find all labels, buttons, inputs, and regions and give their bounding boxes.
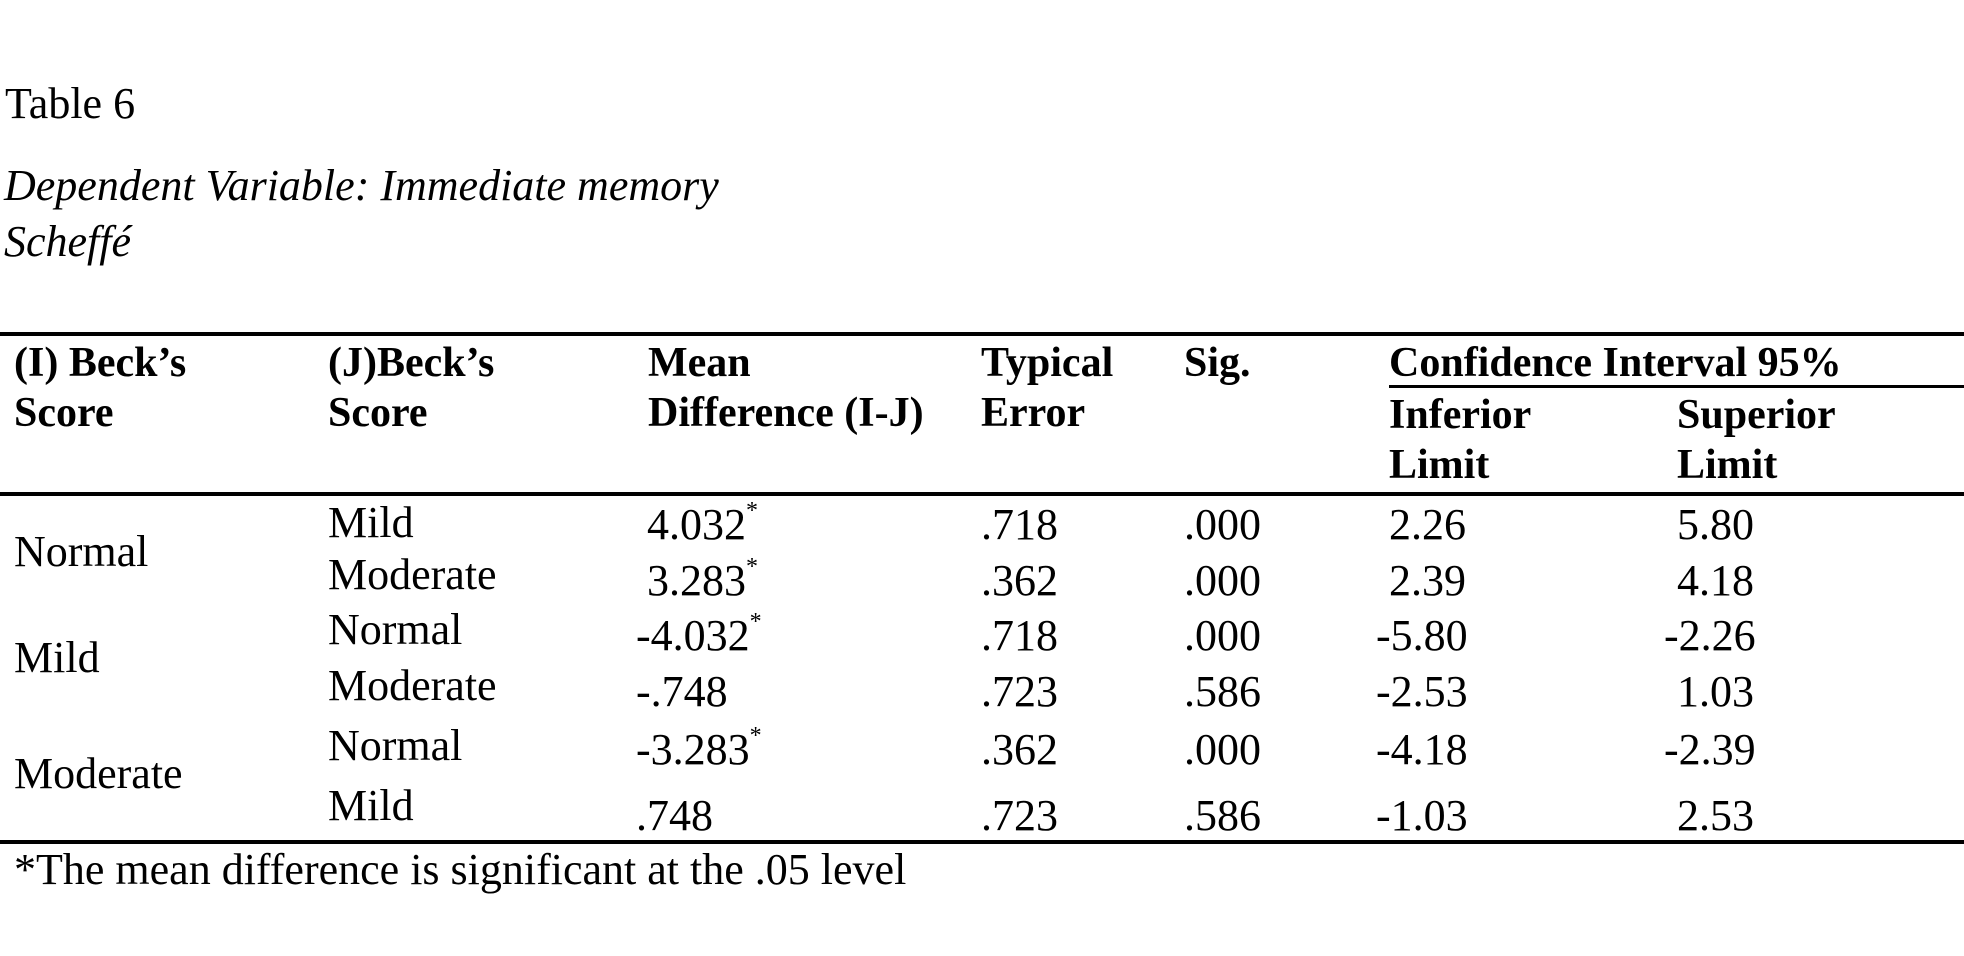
- header-sig: Sig.: [1184, 340, 1251, 386]
- header-inferior-limit: [1389, 390, 1531, 490]
- upper-limit-cell: 4.18: [1677, 556, 1754, 605]
- header-j-score: [328, 338, 494, 438]
- typical-error-cell: .723: [981, 791, 1058, 840]
- method-caption: Scheffé: [4, 217, 132, 266]
- header-i-score-line1: (I) Beck’s: [14, 340, 187, 386]
- j-score-cell: Normal: [328, 721, 463, 770]
- table-top-rule: [0, 332, 1964, 336]
- mean-difference-cell: [636, 791, 713, 840]
- sig-cell: .000: [1184, 556, 1261, 605]
- sig-cell: .000: [1184, 611, 1261, 660]
- j-score-cell: Mild: [328, 498, 414, 547]
- lower-limit-cell: -5.80: [1376, 611, 1468, 660]
- upper-limit-cell: 1.03: [1677, 667, 1754, 716]
- mean-difference-value: -4.032: [636, 611, 750, 660]
- header-i-score: [14, 338, 186, 438]
- typical-error-cell: .718: [981, 500, 1058, 549]
- header-j-score-line1: (J)Beck’s: [328, 340, 495, 386]
- j-score-cell: Moderate: [328, 661, 497, 710]
- mean-difference-cell: [636, 609, 762, 660]
- group-label: Mild: [14, 633, 100, 682]
- sig-cell: .586: [1184, 791, 1261, 840]
- j-score-cell: Mild: [328, 781, 414, 830]
- lower-limit-cell: -1.03: [1376, 791, 1468, 840]
- upper-limit-cell: -2.26: [1664, 611, 1756, 660]
- lower-limit-cell: -4.18: [1376, 725, 1468, 774]
- header-superior-line1: Superior: [1677, 392, 1836, 438]
- upper-limit-cell: 5.80: [1677, 500, 1754, 549]
- header-mean-difference: [648, 338, 924, 438]
- group-label: Normal: [14, 527, 149, 576]
- sig-cell: .000: [1184, 500, 1261, 549]
- j-score-cell: Moderate: [328, 550, 497, 599]
- header-superior-line2: Limit: [1677, 442, 1778, 488]
- significance-marker: *: [749, 609, 762, 635]
- sig-cell: .586: [1184, 667, 1261, 716]
- lower-limit-cell: 2.39: [1389, 556, 1466, 605]
- typical-error-cell: .362: [981, 556, 1058, 605]
- header-mean-difference-line1: Mean: [648, 340, 751, 386]
- header-superior-limit: [1677, 390, 1836, 490]
- typical-error-cell: .718: [981, 611, 1058, 660]
- mean-difference-cell: [647, 498, 758, 549]
- sig-cell: .000: [1184, 725, 1261, 774]
- typical-error-cell: .362: [981, 725, 1058, 774]
- header-j-score-line2: Score: [328, 390, 428, 436]
- table-title: Table 6: [5, 79, 136, 128]
- significance-marker: *: [746, 554, 758, 580]
- header-confidence-interval: Confidence Interval 95%: [1389, 340, 1842, 386]
- header-i-score-line2: Score: [14, 390, 114, 436]
- mean-difference-value: .748: [636, 791, 713, 840]
- header-mean-difference-line2: Difference (I-J): [648, 390, 924, 436]
- significance-marker: *: [746, 498, 758, 524]
- mean-difference-value: -3.283: [636, 725, 750, 774]
- header-typical-error-line1: Typical: [981, 340, 1114, 386]
- significance-marker: *: [749, 723, 762, 749]
- header-bottom-rule: [0, 492, 1964, 496]
- mean-difference-cell: [636, 667, 728, 716]
- mean-difference-value: 4.032: [647, 500, 746, 549]
- dependent-variable-caption: Dependent Variable: Immediate memory: [4, 161, 719, 210]
- table-footnote: *The mean difference is significant at the .05 level: [14, 845, 907, 894]
- lower-limit-cell: -2.53: [1376, 667, 1468, 716]
- mean-difference-value: -.748: [636, 667, 728, 716]
- mean-difference-cell: [647, 554, 758, 605]
- lower-limit-cell: 2.26: [1389, 500, 1466, 549]
- upper-limit-cell: 2.53: [1677, 791, 1754, 840]
- group-label: Moderate: [14, 749, 183, 798]
- table-bottom-rule: [0, 840, 1964, 844]
- header-inferior-line1: Inferior: [1389, 392, 1532, 438]
- header-typical-error: [981, 338, 1113, 438]
- j-score-cell: Normal: [328, 605, 463, 654]
- upper-limit-cell: -2.39: [1664, 725, 1756, 774]
- mean-difference-cell: [636, 723, 762, 774]
- header-inferior-line2: Limit: [1389, 442, 1490, 488]
- mean-difference-value: 3.283: [647, 556, 746, 605]
- header-typical-error-line2: Error: [981, 390, 1086, 436]
- typical-error-cell: .723: [981, 667, 1058, 716]
